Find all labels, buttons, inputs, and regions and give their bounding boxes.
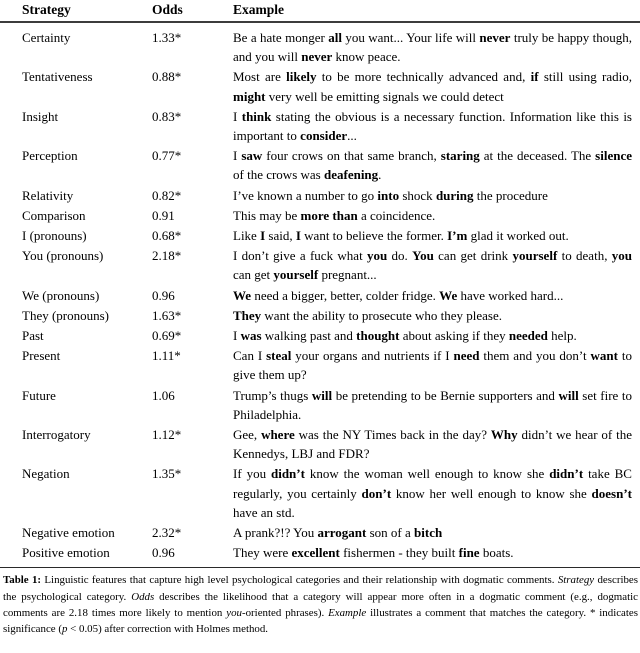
text: This may be — [233, 207, 301, 223]
bold-text: all — [328, 30, 342, 45]
odds-cell: 2.32* — [152, 525, 182, 541]
text: pregnant... — [318, 267, 377, 283]
text: I — [233, 148, 242, 164]
odds-cell: 0.88* — [152, 69, 182, 85]
bold-text: I’m — [447, 228, 468, 244]
text: of the crows was — [233, 167, 324, 183]
bold-text: want — [590, 348, 618, 364]
text: about asking if they — [399, 328, 509, 344]
strategy-cell: Interrogatory — [22, 427, 91, 443]
text: truly be happy though, and you will — [233, 30, 632, 65]
text: set fire to Philadelphia. — [233, 387, 633, 422]
text: them and you don’t — [479, 348, 591, 364]
bold-text: never — [479, 30, 511, 45]
example-cell — [233, 146, 632, 184]
example-cell — [233, 206, 632, 225]
text: take BC regularly, you certainly — [233, 466, 632, 501]
text: help. — [547, 328, 577, 344]
strategy-cell: Relativity — [22, 187, 74, 203]
bold-text: was — [240, 328, 262, 344]
text: fishermen - they built — [339, 545, 459, 561]
odds-cell: 2.18* — [152, 248, 182, 264]
text: the procedure — [473, 187, 548, 203]
strategy-cell: I (pronouns) — [22, 228, 87, 244]
text: want the ability to prosecute who they please. — [261, 307, 502, 323]
example-cell — [233, 286, 632, 305]
bold-text: steal — [266, 348, 292, 364]
odds-cell: 0.83* — [152, 108, 182, 124]
table-row — [0, 326, 640, 345]
text: Like — [233, 228, 261, 244]
text: said, — [265, 228, 296, 244]
strategy-cell: We (pronouns) — [22, 287, 100, 303]
text: to be more technically advanced and, — [316, 69, 531, 85]
text: Be a hate monger — [233, 30, 329, 45]
italic-text: Example — [328, 607, 367, 620]
text: was the NY Times back in the day? — [294, 427, 491, 443]
odds-cell: 0.69* — [152, 328, 182, 344]
bold-text: more than — [300, 207, 358, 223]
odds-cell: 0.77* — [152, 148, 182, 164]
odds-cell: 0.68* — [152, 228, 182, 244]
text: know peace. — [332, 49, 401, 65]
table-row — [0, 306, 640, 325]
example-cell — [233, 67, 632, 105]
text: boats. — [479, 545, 514, 561]
bold-text: didn’t — [549, 466, 584, 482]
text: a coincidence. — [357, 207, 436, 223]
bold-text: into — [377, 187, 400, 203]
bold-text: excellent — [291, 545, 340, 561]
example-cell — [233, 346, 632, 384]
text: A prank?!? You — [233, 525, 318, 541]
text: ... — [347, 128, 357, 144]
bold-text: think — [241, 108, 272, 124]
strategy-cell: Perception — [22, 148, 78, 164]
odds-cell: 1.11* — [152, 348, 181, 364]
text: have worked hard... — [457, 287, 564, 303]
strategy-cell: Insight — [22, 108, 59, 124]
bold-text: We — [439, 287, 458, 303]
example-cell — [233, 246, 632, 284]
text: know the woman well enough to know she — [304, 466, 550, 482]
strategy-cell: Tentativeness — [22, 69, 93, 85]
bold-text: if — [530, 69, 539, 85]
example-cell — [233, 306, 632, 325]
strategy-cell: Positive emotion — [22, 545, 110, 561]
odds-cell: 1.06 — [152, 387, 175, 403]
text: want to believe the former. — [300, 228, 448, 244]
table-row — [0, 464, 640, 522]
odds-cell: 0.96 — [152, 287, 175, 303]
example-cell — [233, 464, 632, 522]
header-strategy: Strategy — [22, 2, 71, 17]
text: your organs and nutrients if I — [291, 348, 454, 364]
table-row — [0, 543, 640, 562]
bold-text: yourself — [273, 267, 319, 283]
bold-text: needed — [508, 328, 548, 344]
text: very well be emitting signals we could detect — [265, 88, 504, 104]
bold-text: You — [412, 248, 434, 264]
example-cell — [233, 28, 632, 66]
header-odds: Odds — [152, 2, 183, 17]
text: Trump’s thugs — [233, 387, 312, 403]
table-row — [0, 146, 640, 184]
strategy-cell: Future — [22, 387, 56, 403]
text: you want... Your life will — [341, 30, 480, 45]
text: < 0.05) after correction with Holmes method. — [67, 623, 269, 636]
bold-text: We — [233, 287, 252, 303]
bold-text: you — [367, 248, 388, 264]
table-row — [0, 206, 640, 225]
table-row — [0, 286, 640, 305]
bold-text: I — [260, 228, 266, 244]
bold-text: where — [261, 427, 295, 443]
table-row — [0, 246, 640, 284]
text: to give them up? — [233, 348, 632, 383]
bold-text: Table 1: — [3, 574, 42, 587]
bold-text: never — [301, 49, 333, 65]
text: Can I — [233, 348, 267, 364]
text: didn’t we hear of the Kennedys, LBJ and FDR? — [233, 427, 632, 462]
bold-text: saw — [241, 148, 263, 164]
bold-text: I — [295, 228, 301, 244]
odds-cell: 0.96 — [152, 545, 175, 561]
bold-text: silence — [595, 148, 632, 164]
italic-text: you — [226, 607, 242, 620]
table-row — [0, 107, 640, 145]
bold-text: Why — [490, 427, 518, 443]
text: I — [233, 108, 242, 124]
text: still using radio, — [538, 69, 632, 85]
example-cell — [233, 523, 632, 542]
text: at the deceased. The — [479, 148, 596, 164]
text: four crows on that same branch, — [262, 148, 441, 164]
text: need a bigger, better, colder fridge. — [251, 287, 440, 303]
text: Gee, — [233, 427, 262, 443]
strategy-cell: Negative emotion — [22, 525, 115, 541]
table-row — [0, 28, 640, 66]
strategy-cell: They (pronouns) — [22, 307, 110, 323]
bold-text: yourself — [512, 248, 558, 264]
text: If you — [233, 466, 271, 482]
bold-text: bitch — [414, 525, 443, 541]
text: stating the obvious is a necessary function. Information like this is important to — [233, 108, 632, 144]
example-cell — [233, 107, 632, 145]
text: son of a — [366, 525, 415, 541]
bold-text: staring — [440, 148, 480, 164]
text: describes the psychological category. — [3, 574, 638, 603]
example-cell — [233, 386, 632, 424]
table-row — [0, 346, 640, 384]
text: walking past and — [261, 328, 357, 344]
odds-cell: 0.91 — [152, 207, 175, 223]
bold-text: doesn’t — [591, 485, 632, 501]
text: Linguistic features that capture high level psychological categories and their relationship with dogmatic comments. — [41, 574, 558, 587]
table-header-row — [0, 0, 640, 23]
text: I don’t give a fuck what — [233, 248, 367, 264]
example-cell — [233, 226, 632, 245]
table-row — [0, 226, 640, 245]
odds-cell: 1.35* — [152, 466, 182, 482]
italic-text: p — [61, 623, 68, 636]
odds-cell: 0.82* — [152, 187, 182, 203]
strategy-cell: Present — [22, 348, 61, 364]
bold-text: will — [558, 387, 579, 403]
table-body — [0, 23, 640, 568]
strategy-cell: Comparison — [22, 207, 86, 223]
text: I — [233, 328, 241, 344]
table-row — [0, 386, 640, 424]
bold-text: don’t — [361, 485, 392, 501]
text: can get drink — [433, 248, 513, 264]
text: to death, — [557, 248, 612, 264]
text: Most are — [233, 69, 287, 85]
bold-text: deafening — [323, 167, 379, 183]
table-caption — [0, 572, 640, 637]
strategy-cell: Past — [22, 328, 44, 344]
odds-cell: 1.63* — [152, 307, 182, 323]
text: can get — [233, 267, 274, 283]
bold-text: during — [435, 187, 474, 203]
bold-text: They — [233, 307, 262, 323]
example-cell — [233, 425, 632, 463]
text: be pretending to be Bernie supporters and — [332, 387, 559, 403]
text: describes the likelihood that a category will appear more often in a dogmatic comment (e.g., dogmatic comments are 2.18 times more likely to mention — [3, 590, 638, 620]
text: know her well enough to know she — [391, 485, 592, 501]
bold-text: might — [233, 88, 266, 104]
table-row — [0, 425, 640, 463]
text: shock — [399, 187, 436, 203]
bold-text: will — [311, 387, 333, 403]
text: glad it worked out. — [467, 228, 569, 244]
text: do. — [387, 248, 413, 264]
text: illustrates a comment that matches the category. * indicates significance ( — [3, 607, 638, 636]
table-row — [0, 67, 640, 105]
text: have an std. — [233, 504, 295, 520]
bold-text: need — [453, 348, 480, 364]
italic-text: Odds — [131, 590, 155, 603]
bold-text: didn’t — [270, 466, 305, 482]
bold-text: fine — [458, 545, 480, 561]
italic-text: Strategy — [557, 574, 595, 587]
strategy-cell: Negation — [22, 466, 70, 482]
text: -oriented phrases). — [241, 607, 329, 620]
bold-text: likely — [286, 69, 317, 85]
odds-cell: 1.12* — [152, 427, 182, 443]
strategy-cell: Certainty — [22, 30, 71, 45]
bold-text: arrogant — [317, 525, 367, 541]
text: . — [378, 167, 382, 183]
example-cell — [233, 186, 632, 205]
bold-text: consider — [300, 128, 348, 144]
bold-text: you — [611, 248, 633, 264]
odds-cell: 1.33* — [152, 30, 182, 45]
bold-text: thought — [356, 328, 400, 344]
example-cell — [233, 326, 632, 345]
example-cell — [233, 543, 632, 562]
strategy-cell: You (pronouns) — [22, 248, 104, 264]
table-row — [0, 186, 640, 205]
text: They were — [233, 545, 292, 561]
header-example: Example — [233, 2, 285, 17]
table-row — [0, 523, 640, 542]
text: I’ve known a number to go — [233, 187, 378, 203]
